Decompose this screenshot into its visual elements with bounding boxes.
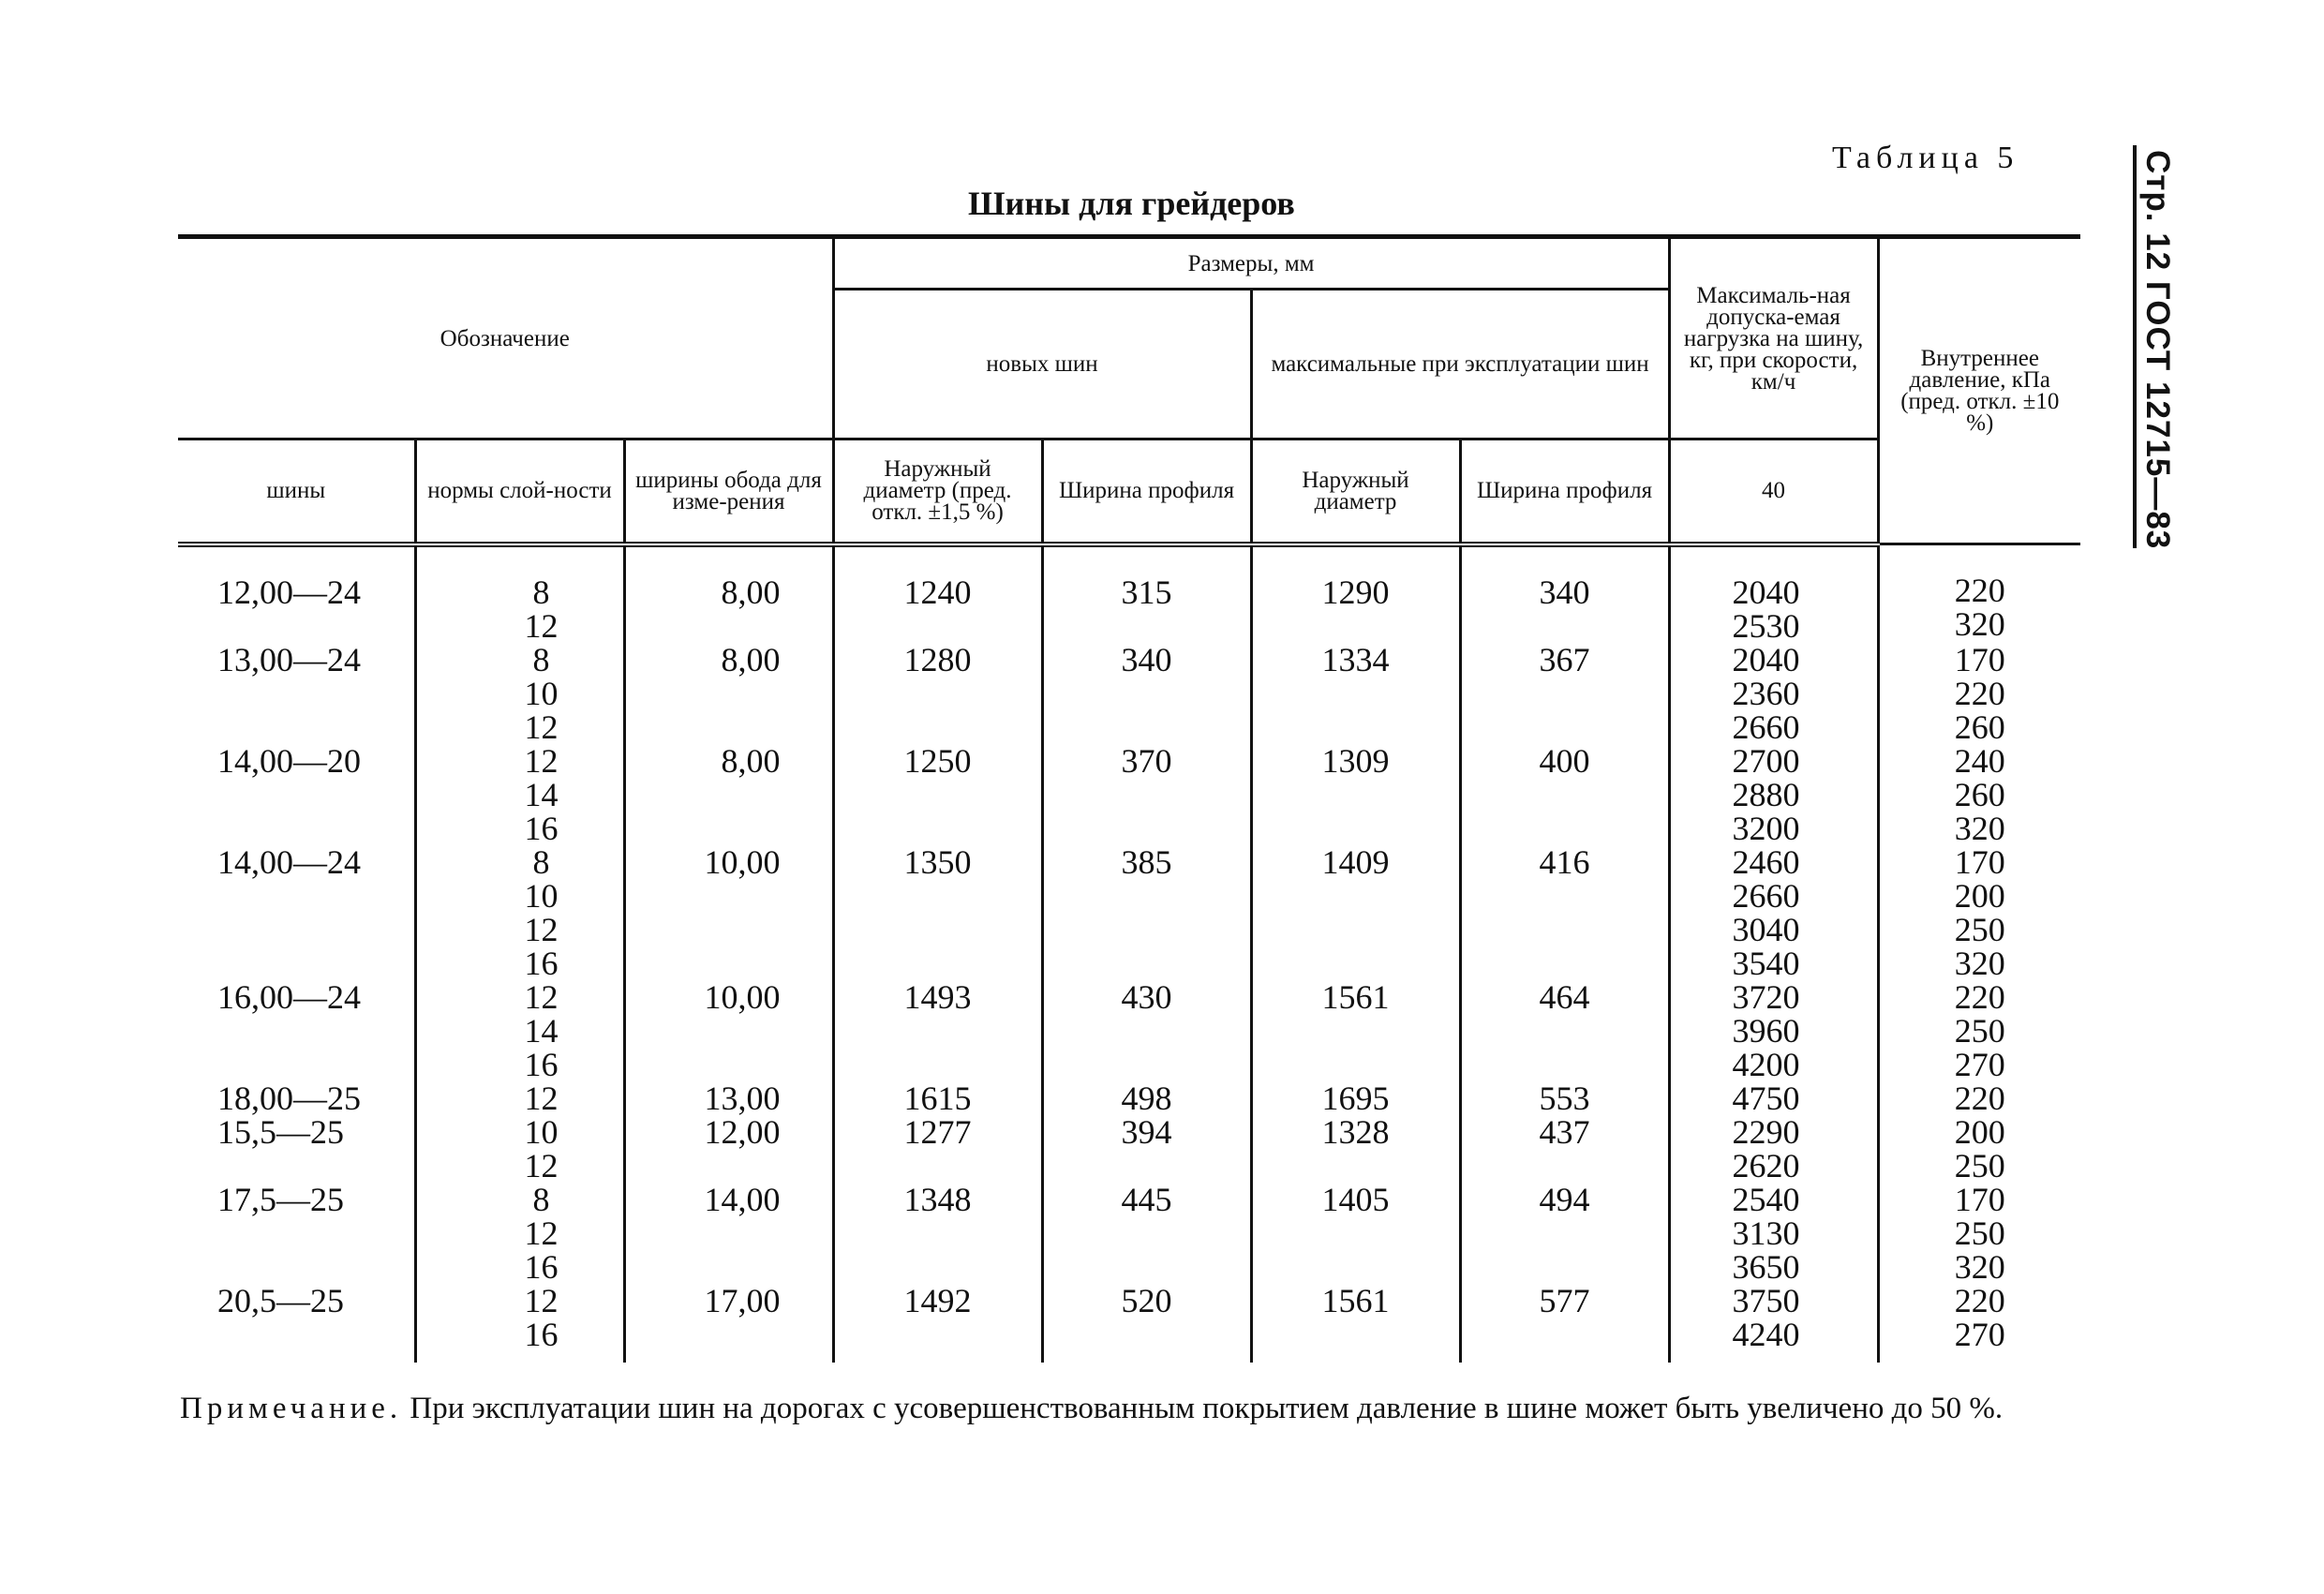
header-pressure: Внутреннее давление, кПа (пред. откл. ±10 %) <box>1878 237 2080 544</box>
cell-rim-width: 12,00 <box>624 1115 833 1183</box>
cell-max-outer-diameter: 1334 <box>1251 643 1460 744</box>
cell-ply-rating-line: 12 <box>524 741 559 780</box>
cell-pressure <box>1878 1112 2080 1184</box>
cell-pressure-line: 200 <box>1954 876 2005 915</box>
cell-max-section-width: 464 <box>1460 980 1669 1081</box>
cell-new-outer-diameter: 1615 <box>833 1081 1042 1115</box>
cell-max-section-width: 577 <box>1460 1284 1669 1363</box>
cell-max-load <box>1669 640 1878 746</box>
cell-max-outer-diameter: 1405 <box>1251 1183 1460 1284</box>
cell-rim-width: 14,00 <box>624 1183 833 1284</box>
cell-ply-rating-line: 8 <box>532 842 550 881</box>
cell-pressure-line: 220 <box>1954 1281 2005 1319</box>
cell-ply-rating-line: 16 <box>524 1247 559 1286</box>
cell-max-load-line: 2460 <box>1732 842 1800 881</box>
cell-max-section-width: 494 <box>1460 1183 1669 1284</box>
cell-ply-rating <box>415 741 624 847</box>
table-row <box>178 643 2080 744</box>
header-ply-rating: нормы слой-ности <box>415 439 624 544</box>
cell-pressure-line: 260 <box>1954 775 2005 813</box>
cell-ply-rating-line: 12 <box>524 1146 559 1184</box>
cell-max-outer-diameter: 1561 <box>1251 1284 1460 1363</box>
cell-max-load <box>1669 1112 1878 1184</box>
cell-new-outer-diameter: 1348 <box>833 1183 1042 1284</box>
header-max-outer-diameter: Наружный диаметр <box>1251 439 1460 544</box>
cell-ply-rating-line: 8 <box>532 573 550 611</box>
cell-new-outer-diameter: 1280 <box>833 643 1042 744</box>
table-row <box>178 1081 2080 1115</box>
cell-max-load <box>1669 977 1878 1083</box>
cell-new-outer-diameter: 1492 <box>833 1284 1042 1363</box>
cell-pressure-line: 270 <box>1954 1315 2005 1353</box>
header-max-load: Максималь-ная допуска-емая нагрузка на шину, кг, при скорости, км/ч <box>1669 237 1878 439</box>
cell-max-load-line: 2540 <box>1732 1180 1800 1218</box>
cell-ply-rating <box>415 640 624 746</box>
cell-pressure <box>1878 544 2080 643</box>
cell-ply-rating-line: 12 <box>524 1214 559 1252</box>
table-row <box>178 1284 2080 1363</box>
cell-new-outer-diameter: 1493 <box>833 980 1042 1081</box>
cell-pressure <box>1878 1081 2080 1115</box>
cell-max-load-line: 2880 <box>1732 775 1800 813</box>
cell-tyre: 13,00—24 <box>178 643 415 744</box>
cell-rim-width: 8,00 <box>624 643 833 744</box>
cell-tyre: 14,00—24 <box>178 845 415 980</box>
cell-new-section-width: 498 <box>1042 1081 1251 1115</box>
cell-max-section-width: 367 <box>1460 643 1669 744</box>
cell-new-outer-diameter: 1277 <box>833 1115 1042 1183</box>
cell-rim-width: 8,00 <box>624 744 833 845</box>
cell-ply-rating-line: 12 <box>524 977 559 1016</box>
cell-max-load-line: 3130 <box>1732 1214 1800 1252</box>
cell-max-load-line: 3720 <box>1732 977 1800 1016</box>
cell-max-load-line: 3650 <box>1732 1247 1800 1286</box>
cell-max-outer-diameter: 1290 <box>1251 544 1460 643</box>
cell-pressure-line: 320 <box>1954 809 2005 847</box>
cell-max-load-line: 4200 <box>1732 1045 1800 1083</box>
cell-new-section-width: 430 <box>1042 980 1251 1081</box>
cell-max-load-line: 2620 <box>1732 1146 1800 1184</box>
cell-pressure-line: 320 <box>1954 944 2005 982</box>
cell-max-outer-diameter: 1695 <box>1251 1081 1460 1115</box>
cell-new-section-width: 315 <box>1042 544 1251 643</box>
cell-tyre: 20,5—25 <box>178 1284 415 1363</box>
page-header: Стр. 12 ГОСТ 12715—83 <box>2139 150 2176 550</box>
header-dimensions: Размеры, мм <box>833 237 1669 290</box>
cell-ply-rating-line: 12 <box>524 1079 559 1117</box>
cell-pressure-line: 200 <box>1954 1112 2005 1151</box>
cell-pressure-line: 270 <box>1954 1045 2005 1083</box>
table-title: Шины для грейдеров <box>968 185 1295 222</box>
cell-max-outer-diameter: 1309 <box>1251 744 1460 845</box>
header-tyre: шины <box>178 439 415 544</box>
table-body <box>178 544 2080 1363</box>
cell-ply-rating-line: 12 <box>524 910 559 948</box>
cell-new-section-width: 385 <box>1042 845 1251 980</box>
cell-pressure-line: 260 <box>1954 708 2005 746</box>
cell-pressure-line: 250 <box>1954 910 2005 948</box>
cell-max-load-line: 2290 <box>1732 1112 1800 1151</box>
cell-pressure-line: 320 <box>1954 1247 2005 1286</box>
cell-pressure <box>1878 1281 2080 1363</box>
cell-max-load-line: 3040 <box>1732 910 1800 948</box>
table-row <box>178 744 2080 845</box>
table-label: Таблица 5 <box>1832 141 2019 175</box>
cell-pressure <box>1878 842 2080 982</box>
cell-pressure <box>1878 741 2080 847</box>
cell-ply-rating <box>415 1180 624 1286</box>
cell-max-load <box>1669 842 1878 982</box>
cell-max-section-width: 416 <box>1460 845 1669 980</box>
cell-ply-rating-line: 10 <box>524 876 559 915</box>
cell-pressure-line: 220 <box>1954 674 2005 712</box>
cell-max-load-line: 2530 <box>1732 606 1800 645</box>
cell-max-load-line: 3540 <box>1732 944 1800 982</box>
cell-ply-rating-line: 12 <box>524 708 559 746</box>
cell-max-outer-diameter: 1561 <box>1251 980 1460 1081</box>
cell-max-section-width: 553 <box>1460 1081 1669 1115</box>
cell-tyre: 16,00—24 <box>178 980 415 1081</box>
cell-max-load <box>1669 1281 1878 1363</box>
header-speed: 40 <box>1669 439 1878 544</box>
cell-tyre: 12,00—24 <box>178 544 415 643</box>
table-note <box>180 1389 2080 1428</box>
cell-pressure-line: 250 <box>1954 1011 2005 1050</box>
cell-pressure-line: 240 <box>1954 741 2005 780</box>
table-row <box>178 980 2080 1081</box>
cell-pressure-line: 250 <box>1954 1146 2005 1184</box>
header-rim-width: ширины обода для изме-рения <box>624 439 833 544</box>
grader-tyres-table <box>178 234 2080 1363</box>
cell-rim-width: 8,00 <box>624 544 833 643</box>
cell-max-section-width: 437 <box>1460 1115 1669 1183</box>
note-label: Примечание. <box>180 1392 403 1425</box>
cell-max-load <box>1669 544 1878 643</box>
cell-max-load-line: 4750 <box>1732 1079 1800 1117</box>
cell-new-section-width: 394 <box>1042 1115 1251 1183</box>
cell-ply-rating-line: 14 <box>524 775 559 813</box>
cell-new-section-width: 445 <box>1042 1183 1251 1284</box>
cell-max-load-line: 3750 <box>1732 1281 1800 1319</box>
cell-max-load-line: 2360 <box>1732 674 1800 712</box>
cell-max-load-line: 2040 <box>1732 573 1800 611</box>
cell-max-load-line: 2700 <box>1732 741 1800 780</box>
cell-max-load <box>1669 1180 1878 1286</box>
cell-pressure-line: 170 <box>1954 640 2005 678</box>
cell-ply-rating-line: 16 <box>524 809 559 847</box>
cell-ply-rating-line: 10 <box>524 674 559 712</box>
header-new-outer-diameter: Наружный диаметр (пред. откл. ±1,5 %) <box>833 439 1042 544</box>
cell-pressure-line: 220 <box>1954 572 2005 609</box>
table-row <box>178 1115 2080 1183</box>
header-designation: Обозначение <box>178 237 833 439</box>
cell-max-load-line: 2660 <box>1732 708 1800 746</box>
cell-pressure-line: 220 <box>1954 1079 2005 1117</box>
cell-new-outer-diameter: 1350 <box>833 845 1042 980</box>
cell-tyre: 18,00—25 <box>178 1081 415 1115</box>
cell-max-load-line: 2660 <box>1732 876 1800 915</box>
cell-max-load-line: 4240 <box>1732 1315 1800 1353</box>
cell-ply-rating-line: 12 <box>524 606 559 645</box>
cell-ply-rating <box>415 977 624 1083</box>
cell-pressure <box>1878 977 2080 1083</box>
cell-ply-rating <box>415 1112 624 1184</box>
cell-new-outer-diameter: 1240 <box>833 544 1042 643</box>
cell-pressure-line: 170 <box>1954 842 2005 881</box>
header-max-in-service: максимальные при эксплуатации шин <box>1251 290 1669 439</box>
table-row <box>178 1183 2080 1284</box>
cell-new-outer-diameter: 1250 <box>833 744 1042 845</box>
cell-max-load-line: 3200 <box>1732 809 1800 847</box>
note-text: При эксплуатации шин на дорогах с усовершенствованным покрытием давление в шине может быть увеличено до 50 %. <box>402 1392 2004 1425</box>
cell-ply-rating <box>415 842 624 982</box>
cell-tyre: 17,5—25 <box>178 1183 415 1284</box>
cell-max-load-line: 2040 <box>1732 640 1800 678</box>
cell-tyre: 14,00—20 <box>178 744 415 845</box>
cell-pressure-line: 220 <box>1954 977 2005 1016</box>
cell-ply-rating <box>415 1281 624 1363</box>
cell-max-section-width: 340 <box>1460 544 1669 643</box>
cell-ply-rating-line: 12 <box>524 1281 559 1319</box>
header-new-tyres: новых шин <box>833 290 1251 439</box>
cell-ply-rating-line: 8 <box>532 640 550 678</box>
cell-pressure-line: 320 <box>1954 605 2005 643</box>
cell-pressure-line: 250 <box>1954 1214 2005 1252</box>
cell-ply-rating-line: 16 <box>524 1315 559 1353</box>
header-max-section-width: Ширина профиля <box>1460 439 1669 544</box>
cell-ply-rating-line: 10 <box>524 1112 559 1151</box>
cell-rim-width: 10,00 <box>624 980 833 1081</box>
cell-rim-width: 17,00 <box>624 1284 833 1363</box>
cell-rim-width: 10,00 <box>624 845 833 980</box>
table-row <box>178 544 2080 643</box>
cell-new-section-width: 340 <box>1042 643 1251 744</box>
cell-ply-rating-line: 8 <box>532 1180 550 1218</box>
cell-max-load-line: 3960 <box>1732 1011 1800 1050</box>
cell-max-outer-diameter: 1328 <box>1251 1115 1460 1183</box>
table-row <box>178 845 2080 980</box>
cell-ply-rating-line: 16 <box>524 1045 559 1083</box>
cell-max-section-width: 400 <box>1460 744 1669 845</box>
cell-pressure-line: 170 <box>1954 1180 2005 1218</box>
cell-ply-rating <box>415 544 624 643</box>
cell-tyre: 15,5—25 <box>178 1115 415 1183</box>
cell-ply-rating-line: 16 <box>524 944 559 982</box>
cell-rim-width: 13,00 <box>624 1081 833 1115</box>
cell-pressure <box>1878 640 2080 746</box>
cell-pressure <box>1878 1180 2080 1286</box>
cell-ply-rating-line: 14 <box>524 1011 559 1050</box>
cell-new-section-width: 370 <box>1042 744 1251 845</box>
cell-max-outer-diameter: 1409 <box>1251 845 1460 980</box>
cell-new-section-width: 520 <box>1042 1284 1251 1363</box>
cell-max-load <box>1669 741 1878 847</box>
page-header-rule <box>2133 145 2137 548</box>
cell-ply-rating <box>415 1081 624 1115</box>
cell-max-load <box>1669 1081 1878 1115</box>
header-new-section-width: Ширина профиля <box>1042 439 1251 544</box>
